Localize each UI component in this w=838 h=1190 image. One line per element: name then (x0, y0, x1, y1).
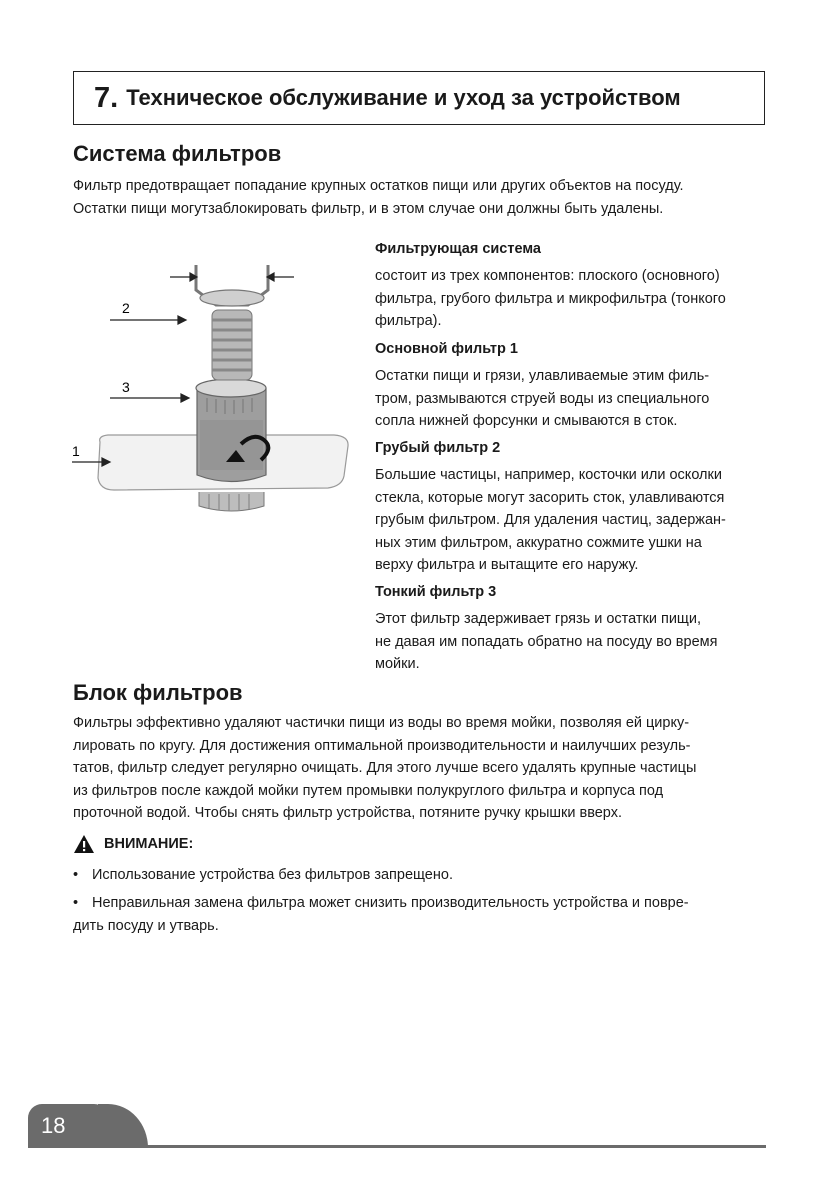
fine-filter-title: Тонкий фильтр 3 (375, 584, 497, 600)
warning-heading (73, 834, 193, 854)
fine-filter-text: Этот фильтр задерживает грязь и остатки пищи, не давая им попадать обратно на посуду во время мойки. (375, 611, 718, 672)
coarse-filter-text: Большие частицы, например, косточки или осколки стекла, которые могут засорить сток, улавливаются грубым фильтром. Для удаления частиц, задержан- ных этим фильтром, аккуратно сожмите ушки на верху фильтра и вытащите его наружу. (375, 467, 726, 573)
chapter-header (73, 71, 765, 125)
filter-diagram (66, 250, 356, 530)
footer-tab (28, 1104, 108, 1148)
label-2: 2 (122, 300, 130, 316)
main-filter-title: Основной фильтр 1 (375, 341, 518, 357)
warning-title: ВНИМАНИЕ: (104, 836, 194, 852)
coarse-filter (196, 265, 268, 380)
squeeze-arrows (170, 273, 294, 281)
fine-filter-rim (196, 379, 266, 397)
filtering-system-title: Фильтрующая система (375, 241, 541, 257)
chapter-title: Техническое обслуживание и уход за устройством (126, 85, 681, 110)
warning-bullet: • Неправильная замена фильтра может снизить производительность устройства и повре- дить посуду и утварь. (73, 892, 753, 938)
main-filter-text: Остатки пищи и грязи, улавливаемые этим филь- тром, размываются струей воды из специального сопла нижней форсунки и смываются в сток. (375, 368, 710, 429)
label-3: 3 (122, 379, 130, 395)
filter-block-heading: Блок фильтров (73, 680, 243, 705)
warning-triangle-icon (73, 834, 95, 854)
fine-filter-mesh (200, 420, 263, 470)
filtering-system-text: состоит из трех компонентов: плоского (основного) фильтра, грубого фильтра и микрофильтра (тонкого фильтра). (375, 268, 726, 329)
bullet-dot: • (73, 895, 79, 911)
footer-rule (28, 1145, 766, 1148)
warning-bullet: • Использование устройства без фильтров запрещено. (73, 864, 753, 887)
filter-block-text: Фильтры эффективно удаляют частички пищи из воды во время мойки, позволяя ей цирку- лировать по кругу. Для достижения оптимальной производительности и наилучших резуль- татов, фильтр следует регулярно очищать. Для этого лучше всего удалять крупные частицы из фильтров после каждой мойки путем промывки полукруглого фильтра и корпуса под проточной водой. Чтобы снять фильтр устройства, потяните ручку крышки вверх. (73, 715, 697, 821)
filter-system-intro: Фильтр предотвращает попадание крупных остатков пищи или других объектов на посуду. Остатки пищи могутзаблокировать фильтр, и в этом случае они должны быть удалены. (73, 178, 684, 217)
bullet-dot: • (73, 867, 79, 883)
label-1: 1 (72, 443, 80, 459)
coarse-filter-title: Грубый фильтр 2 (375, 440, 501, 456)
filter-system-heading: Система фильтров (73, 141, 282, 166)
page-number: 18 (41, 1113, 66, 1138)
chapter-number: 7. (94, 81, 119, 114)
